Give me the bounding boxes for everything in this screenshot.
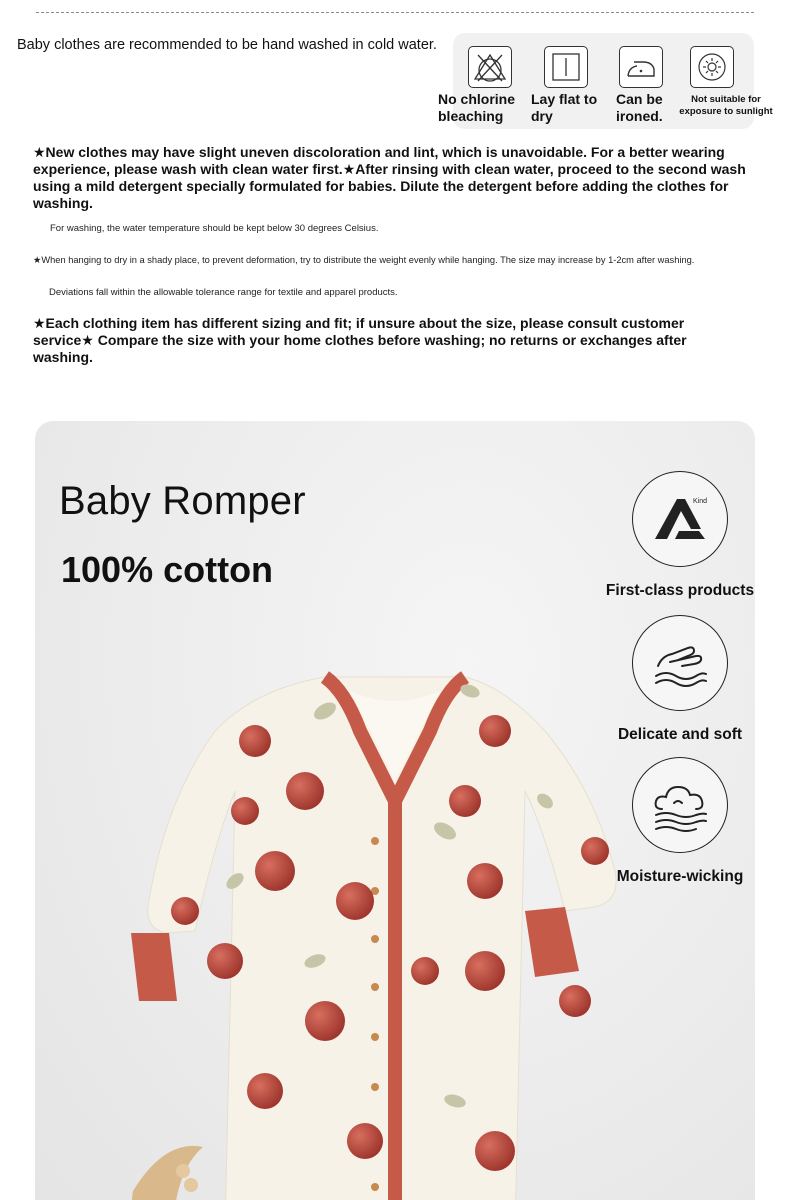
- soft-touch-icon: [632, 615, 728, 711]
- product-material: 100% cotton: [61, 549, 274, 590]
- care-label-lay-flat: Lay flat to dry: [531, 91, 598, 124]
- care-item-lay-flat: [531, 46, 611, 125]
- dashed-divider: [36, 12, 754, 13]
- logo-text: Kind: [693, 498, 708, 505]
- iron-icon: [619, 46, 663, 88]
- care-item-no-sun: [678, 46, 774, 118]
- product-card: [35, 421, 755, 1200]
- sizing-note: ★Each clothing item has different sizing and fit; if unsure about the size, please consult customer service★ Compare the size with your home clothes before washing; no returns or exchanges after washing.: [33, 315, 687, 365]
- care-label-no-sun: Not suitable for exposure to sunlight: [679, 94, 773, 117]
- no-chlorine-bleach-icon: [468, 46, 512, 88]
- washing-temperature-note: For washing, the water temperature should be kept below 30 degrees Celsius.: [50, 223, 379, 234]
- romper-image: [125, 671, 625, 1200]
- washing-note-main: ★New clothes may have slight uneven discoloration and lint, which is unavoidable. For a better wearing experience, please wash with clean water first.★After rinsing with clean water, proceed to the second wash using a mild detergent specially formulated for babies. Dilute the detergent before adding the clothes for washing.: [33, 144, 746, 211]
- care-intro: Baby clothes are recommended to be hand washed in cold water.: [17, 37, 437, 53]
- care-item-no-bleach: [438, 46, 530, 125]
- care-label-no-bleach: No chlorine bleaching: [438, 91, 516, 124]
- feature-label-soft: Delicate and soft: [617, 726, 743, 743]
- tolerance-note: Deviations fall within the allowable tolerance range for textile and apparel products.: [49, 287, 398, 298]
- hanging-dry-note: ★When hanging to dry in a shady place, to prevent deformation, try to distribute the weight evenly while hanging. The size may increase by 1-2cm after washing.: [33, 255, 695, 265]
- feature-label-first-class: First-class products: [605, 582, 755, 599]
- feature-first-class: [600, 471, 755, 600]
- product-title: Baby Romper: [59, 479, 306, 523]
- lay-flat-dry-icon: [544, 46, 588, 88]
- no-sunlight-icon: [690, 46, 734, 88]
- brand-logo-icon: [632, 471, 728, 567]
- moisture-cloud-icon: [632, 757, 728, 853]
- feature-label-moisture: Moisture-wicking: [616, 868, 744, 885]
- care-label-iron: Can be ironed.: [616, 91, 663, 124]
